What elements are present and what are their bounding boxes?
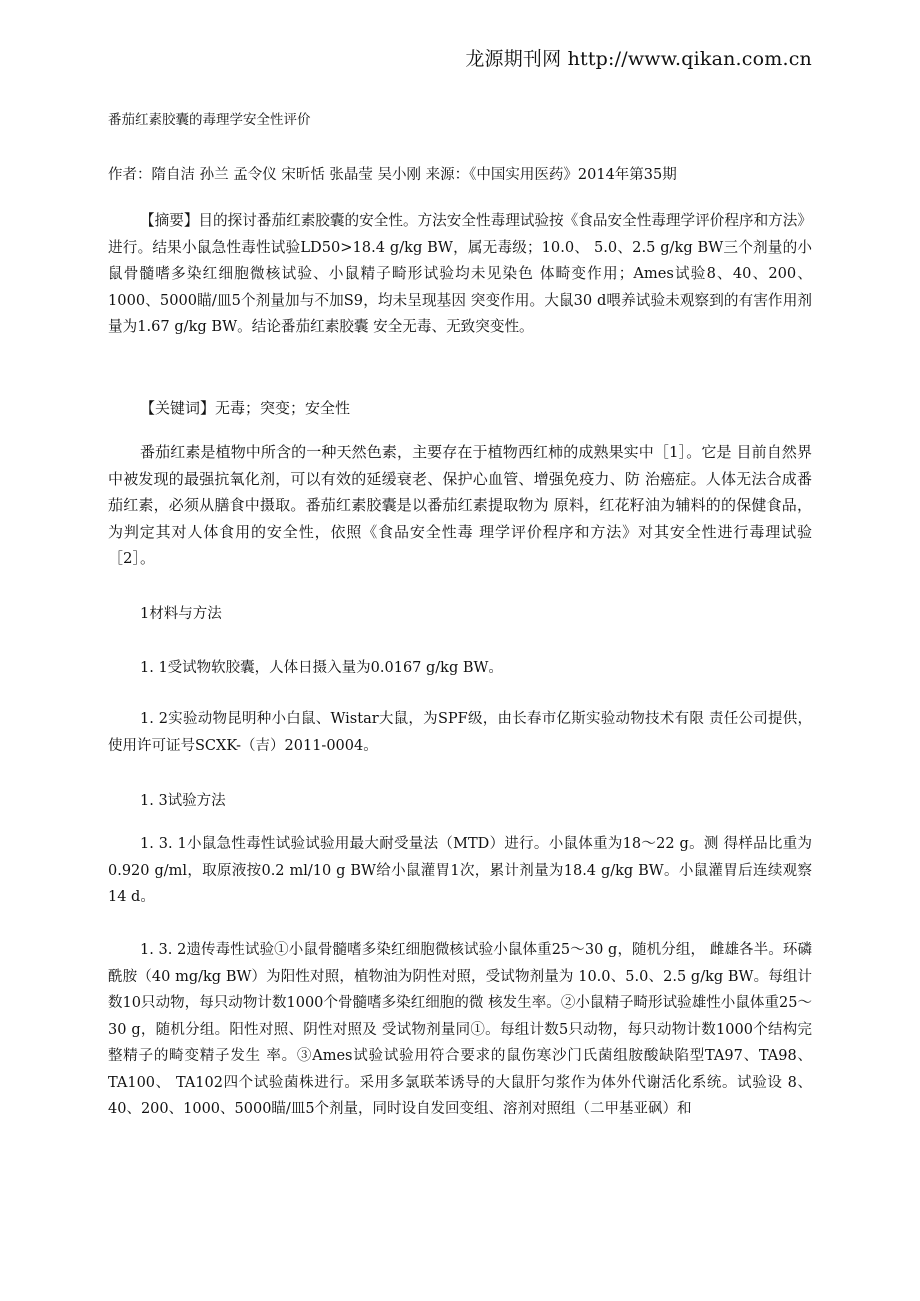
article-title: 番茄红素胶囊的毒理学安全性评价	[108, 112, 311, 128]
section-1-3-2: 1. 3. 2遗传毒性试验①小鼠骨髓嗜多染红细胞微核试验小鼠体重25～30 g，随机分组， 雌雄各半。环磷酰胺（40 mg/kg BW）为阳性对照，植物油为阴性对照，受试物剂量为 10.0、5.0、2.5 g/kg BW。每组计数10只动物，每只动物计数1000个骨髓嗜多染红细胞的微 核发生率。②小鼠精子畸形试验雄性小鼠体重25～30 g，随机分组。阳性对照、阴性对照及 受试物剂量同①。每组计数5只动物，每只动物计数1000个结构完整精子的畸变精子发生 率。③Ames试验试验用符合要求的鼠伤寒沙门氏菌组胺酸缺陷型TA97、TA98、TA100、 TA102四个试验菌株进行。采用多氯联苯诱导的大鼠肝匀浆作为体外代谢活化系统。试验设 8、40、200、1000、5000瞄/皿5个剂量，同时设自发回变组、溶剂对照组（二甲基亚砜）和	[108, 942, 812, 1117]
authors-line: 作者：隋自洁 孙兰 孟令仪 宋昕恬 张晶莹 吴小刚 来源：《中国实用医药》2014年第35期	[108, 167, 677, 183]
keywords-paragraph: 【关键词】无毒；突变；安全性	[140, 399, 351, 417]
section-1-2: 1. 2实验动物昆明种小白鼠、Wistar大鼠，为SPF级，由长春市亿斯实验动物技术有限 责任公司提供，使用许可证号SCXK-（吉）2011-0004。	[108, 711, 812, 754]
section-1-3-heading: 1. 3试验方法	[140, 793, 226, 809]
site-header: 龙源期刊网 http://www.qikan.com.cn	[465, 48, 812, 70]
section-1-1: 1. 1受试物软胶囊，人体日摄入量为0.0167 g/kg BW。	[140, 660, 503, 676]
abstract-paragraph: 【摘要】目的探讨番茄红素胶囊的安全性。方法安全性毒理试验按《食品安全性毒理学评价程序和方法》进行。结果小鼠急性毒性试验LD50>18.4 g/kg BW，属无毒级；10.0、 5.0、2.5 g/kg BW三个剂量的小鼠骨髓嗜多染红细胞微核试验、小鼠精子畸形试验均未见染色 体畸变作用；Ames试验8、40、200、1000、5000瞄/皿5个剂量加与不加S9，均未呈现基因 突变作用。大鼠30 d喂养试验未观察到的有害作用剂量为1.67 g/kg BW。结论番茄红素胶囊 安全无毒、无致突变性。	[108, 212, 812, 335]
intro-paragraph: 番茄红素是植物中所含的一种天然色素，主要存在于植物西红柿的成熟果实中［1］。它是 目前自然界中被发现的最强抗氧化剂，可以有效的延缓衰老、保护心血管、增强免疫力、防 治癌症。人体无法合成番茄红素，必须从膳食中摄取。番茄红素胶囊是以番茄红素提取物为 原料，红花籽油为辅料的的保健食品，为判定其对人体食用的安全性，依照《食品安全性毒 理学评价程序和方法》对其安全性进行毒理试验［2］。	[108, 443, 812, 567]
section-1-3-1: 1. 3. 1小鼠急性毒性试验试验用最大耐受量法（MTD）进行。小鼠体重为18～22 g。测 得样品比重为0.920 g/ml，取原液按0.2 ml/10 g BW给小鼠灌胃1次，累计剂量为18.4 g/kg BW。小鼠灌胃后连续观察14 d。	[108, 836, 812, 905]
section-heading-1: 1材料与方法	[140, 606, 222, 622]
